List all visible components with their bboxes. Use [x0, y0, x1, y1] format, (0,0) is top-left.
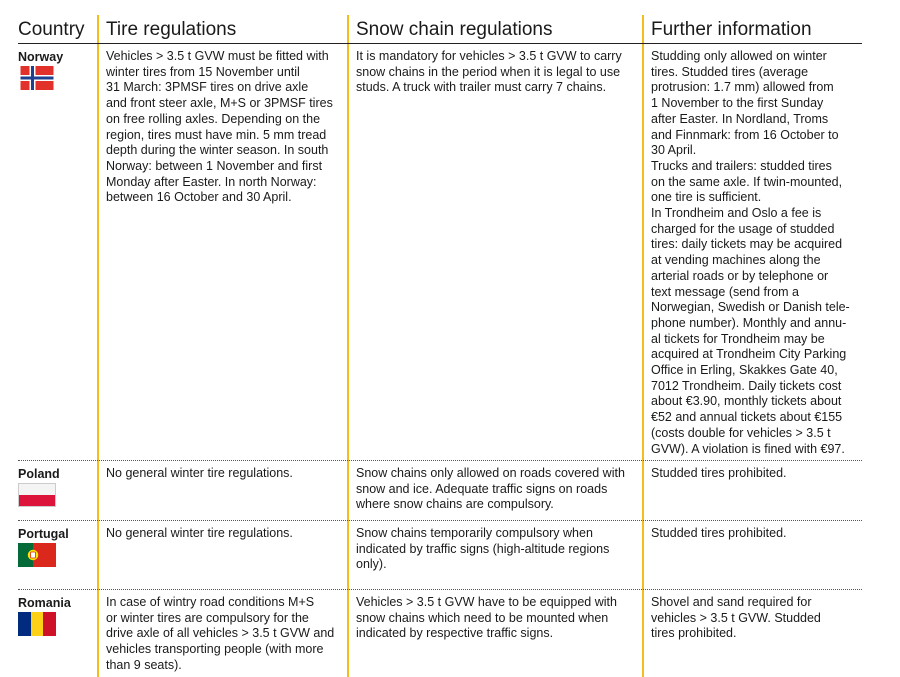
row-divider — [18, 520, 862, 521]
further-information-text: Studded tires prohibited. — [651, 526, 787, 540]
column-divider — [642, 15, 644, 677]
country-name: Romania — [18, 596, 71, 610]
row-divider — [18, 589, 862, 590]
portugal-flag — [18, 543, 56, 567]
row-divider — [18, 460, 862, 461]
header-further-information: Further information — [651, 19, 812, 40]
romania-flag — [18, 612, 56, 636]
country-name: Poland — [18, 467, 60, 481]
header-snow-chain-regulations: Snow chain regulations — [356, 19, 553, 40]
tire-regulation-text: No general winter tire regulations. — [106, 526, 293, 540]
norway-flag — [18, 66, 56, 90]
country-name: Portugal — [18, 527, 69, 541]
snow-chain-regulation-text: Snow chains temporarily compulsory when indicated by traffic signs (high-altitude regions only). — [356, 526, 610, 572]
snow-chain-regulation-text: It is mandatory for vehicles > 3.5 t GVW to carry snow chains in the period when it is legal to use studs. A truck with trailer must carry 7 chains. — [356, 49, 622, 95]
tire-regulation-text: Vehicles > 3.5 t GVW must be fitted with winter tires from 15 November until 31 March: 3PMSF tires on drive axle and front steer axle, M+S or 3PMSF tires on free rolling axles. Depending on the region, tires must have min. 5 mm tread depth during the winter season. In south Norway: between 1 November and first Monday after Easter. In north Norway: between 16 October and 30 April. — [106, 49, 333, 205]
column-divider — [347, 15, 349, 677]
further-information-text: Shovel and sand required for vehicles > 3.5 t GVW. Studded tires prohibited. — [651, 595, 821, 641]
header-rule — [18, 43, 862, 44]
tire-regulation-text: In case of wintry road conditions M+S or winter tires are compulsory for the drive axle of all vehicles > 3.5 t GVW and vehicles transporting people (with more than 9 seats). — [106, 595, 335, 672]
further-information-text: Studding only allowed on winter tires. Studded tires (average protrusion: 1.7 mm) allowed from 1 November to the first Sunday after Easter. In Nordland, Troms and Finnmark: from 16 October to 30 April. Trucks and trailers: studded tires on the same axle. If twin-mounted, one tire is sufficient. In Trondheim and Oslo a fee is charged for the usage of studded tires: daily tickets may be acquired at vending machines along the arterial roads or by telephone or text message (send from a Norwegian, Swedish or Danish tele- phone number). Monthly and annu- al tickets for Trondheim may be acquired at Trondheim City Parking Office in Erling, Skakkes Gate 40, 7012 Trondheim. Daily tickets cost about €3.90, monthly tickets about €52 and annual tickets about €155 (costs double for vehicles > 3.5 t GVW). A violation is fined with €97. — [651, 49, 850, 456]
further-information-text: Studded tires prohibited. — [651, 466, 787, 480]
snow-chain-regulation-text: Vehicles > 3.5 t GVW have to be equipped with snow chains which need to be mounted when indicated by respective traffic signs. — [356, 595, 617, 641]
tire-regulation-text: No general winter tire regulations. — [106, 466, 293, 480]
country-name: Norway — [18, 50, 64, 64]
header-tire-regulations: Tire regulations — [106, 19, 237, 40]
header-country: Country — [18, 19, 85, 40]
snow-chain-regulation-text: Snow chains only allowed on roads covered with snow and ice. Adequate traffic signs on roads where snow chains are compulsory. — [356, 466, 625, 512]
poland-flag — [18, 483, 56, 507]
column-divider — [97, 15, 99, 677]
